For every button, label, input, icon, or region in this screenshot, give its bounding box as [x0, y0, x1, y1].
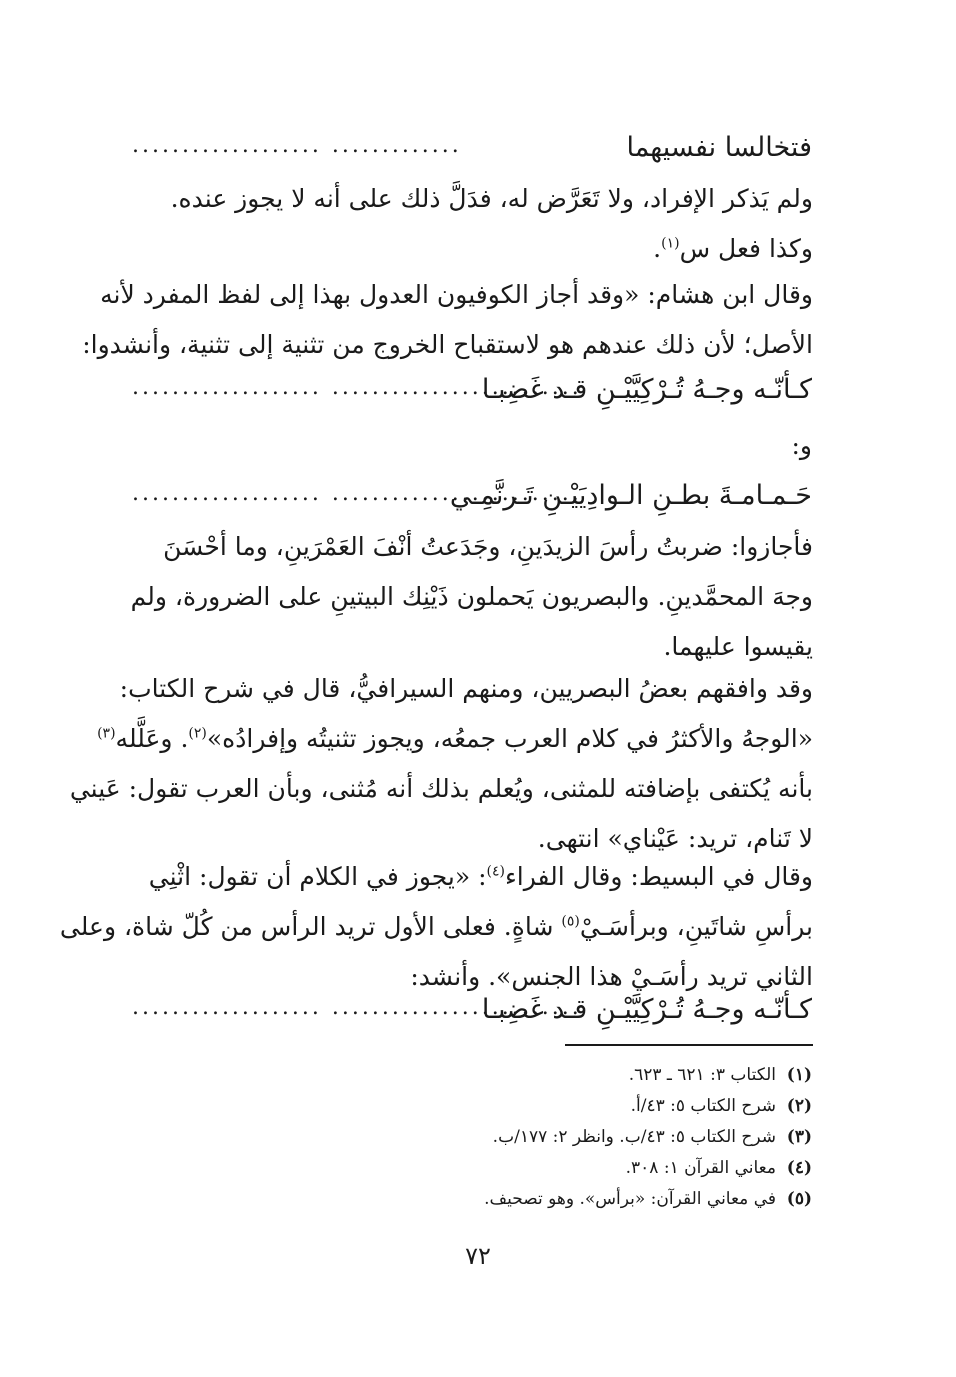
paragraph-line: وقال ابن هشام: «وقد أجاز الكوفيون العدول بهذا إلى لفظ المفرد لأنه	[100, 280, 813, 309]
verse-line-2	[118, 370, 812, 410]
footnote-ref: (١)	[661, 235, 680, 252]
footnote-text: شرح الكتاب ٥: ٤٣/ب. وانظر ٢: ١٧٧/ب.	[492, 1127, 776, 1147]
footnote-4	[626, 1153, 812, 1184]
paragraph-line: «الوجهُ والأكثرُ في كلام العرب جمعُه، ويجوز تثنيتُه وإفرادُه»$^{(٢)}$. وعَلَّله$^{(٣)}$	[97, 724, 813, 753]
footnote-separator	[565, 1044, 813, 1046]
verse-hemistich: حَـمـامـةَ بطـنِ الـوادِيَيْـنِ تَـرنَّمِـي	[449, 480, 812, 511]
verse-hemistich: فتخالسا نفسيهما	[626, 132, 812, 163]
paragraph-5	[59, 852, 813, 1002]
paragraph-3	[105, 522, 813, 672]
footnote-1	[629, 1060, 812, 1091]
verse-hemistich: كـأنّـه وجـهُ تُـرْكِيَّيْـنِ قـد غَضِبـا	[481, 374, 812, 405]
paragraph-line: برأسِ شاتَينِ، وبرأسَـيْ$^{(٥)}$ شاةٍ. فعلى الأول تريد الرأس من كُلّ شاة، وعلى	[59, 912, 813, 941]
paragraph-2	[82, 270, 813, 370]
paragraph-4	[69, 664, 813, 864]
footnote-text: الكتاب ٣: ٦٢١ ـ ٦٢٣.	[628, 1065, 776, 1085]
paragraph-line: الأصل؛ لأن ذلك عندهم هو لاستقباح الخروج من تثنية إلى تثنية، وأنشدوا:	[82, 330, 813, 359]
footnote-number: (١)	[786, 1065, 812, 1085]
verse-line-4	[118, 990, 812, 1030]
paragraph-line: وجهَ المحمَّدينِ. والبصريون يَحملون ذَيْنِك البيتينِ على الضرورة، ولم	[130, 582, 813, 611]
footnote-5	[484, 1184, 812, 1215]
footnote-number: (٣)	[786, 1127, 812, 1147]
paragraph-line: الثاني تريد رأسَـيْ هذا الجنس». وأنشد:	[410, 962, 813, 991]
paragraph-1	[105, 174, 813, 274]
verse-dots: ............. ...................	[132, 133, 462, 158]
conjunction-line: و:	[791, 431, 812, 460]
paragraph-line: لا تَنام، تريد: عَيْناي» انتهى.	[537, 824, 813, 853]
page-number: ٧٢	[465, 1242, 491, 1270]
paragraph-line: وقال في البسيط: وقال الفراء$^{(٤)}$: «يجوز في الكلام أن تقول: اثْنِي	[148, 862, 813, 891]
footnote-ref: (٢)	[188, 725, 207, 742]
verse-line-3	[118, 476, 812, 516]
verse-line-1	[118, 128, 812, 168]
paragraph-line: وقد وافقهم بعضُ البصريين، ومنهم السيرافيُّ، قال في شرح الكتاب:	[119, 674, 813, 703]
footnote-text: في معاني القرآن: «برأس». وهو تصحيف.	[484, 1189, 776, 1209]
paragraph-line: بأنه يُكتفى بإضافته للمثنى، ويُعلم بذلك أنه مُثنى، وبأن العرب تقول: عَيني	[69, 774, 813, 803]
verse-dots: ......................... ...................	[132, 375, 582, 400]
footnote-number: (٤)	[786, 1158, 812, 1178]
verse-hemistich: كـأنّـه وجـهُ تُـرْكِيَّيْـنِ قـد غَضِبـا	[481, 994, 812, 1025]
footnote-ref: (٥)	[561, 913, 580, 930]
footnote-number: (٢)	[786, 1096, 812, 1116]
footnote-text: معاني القرآن ١: ٣٠٨.	[625, 1158, 776, 1178]
verse-dots: ......................... ...................	[132, 481, 582, 506]
footnote-number: (٥)	[786, 1189, 812, 1209]
paragraph-line: وكذا فعل س$^{(١)}$.	[653, 234, 813, 263]
paragraph-line: يقيسوا عليهما.	[663, 632, 813, 661]
paragraph-line: ولم يَذكر الإفراد، ولا تَعَرَّض له، فدَلَّ ذلك على أنه لا يجوز عنده.	[170, 184, 813, 213]
paragraph-line: فأجازوا: ضربتُ رأسَ الزيدَينِ، وجَدَعتُ أنْفَ العَمْرَينِ، وما أحْسَنَ	[163, 532, 813, 561]
footnote-ref: (٣)	[97, 725, 116, 742]
footnote-2	[631, 1091, 812, 1122]
footnote-3	[493, 1122, 812, 1153]
footnote-text: شرح الكتاب ٥: ٤٣/أ.	[630, 1096, 776, 1116]
verse-dots: ......................... ...................	[132, 995, 582, 1020]
footnote-ref: (٤)	[486, 863, 505, 880]
